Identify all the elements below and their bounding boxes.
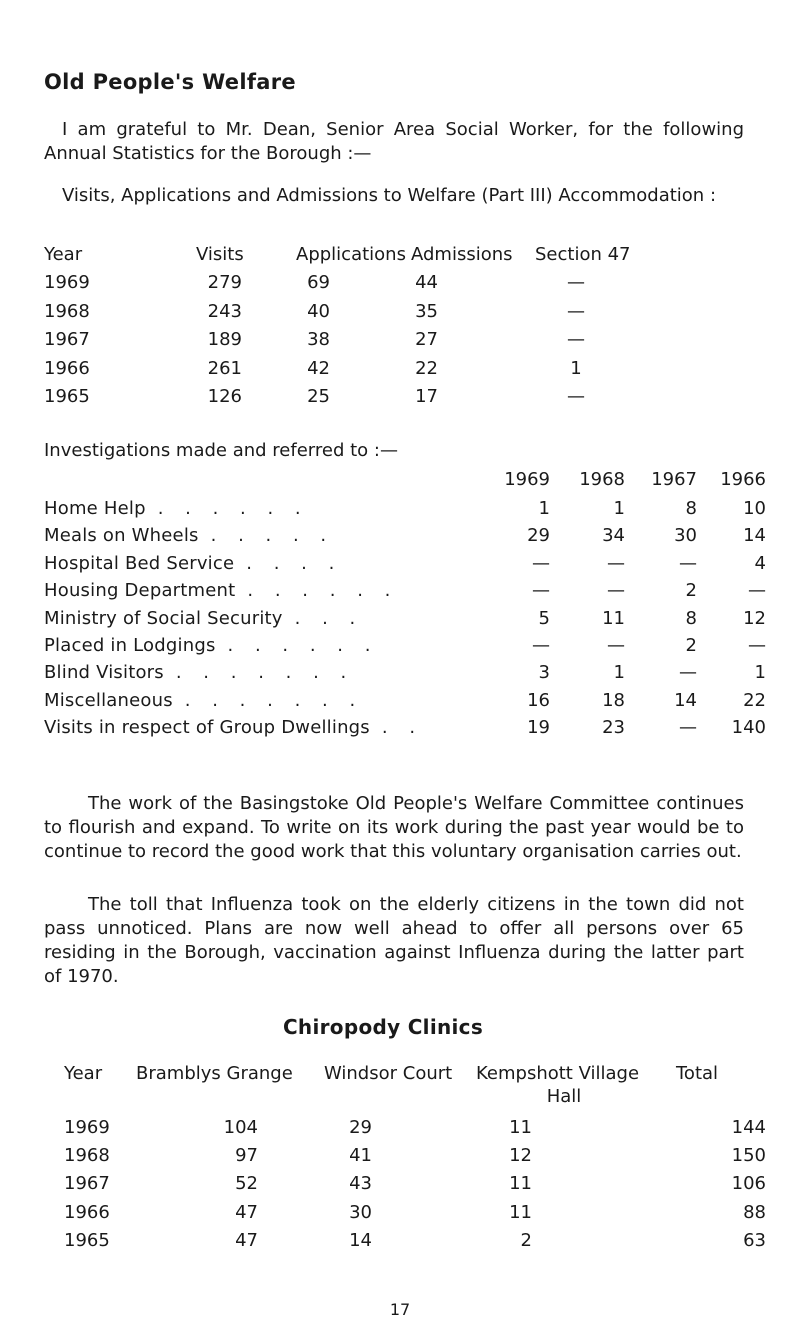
chiropody-value-cell: 97 (235, 1145, 258, 1167)
investigations-value-cell: 8 (685, 498, 697, 519)
investigations-value-cell: — (532, 580, 550, 602)
visits-value-cell: 69 (307, 272, 330, 293)
chiropody-col-header-sub: Hall (546, 1086, 582, 1107)
investigations-label-text: Ministry of Social Security (44, 607, 283, 629)
leader-dots: . . . . . . . (184, 689, 364, 711)
visits-value-cell: 17 (415, 386, 438, 407)
visits-section47-cell: — (567, 329, 585, 350)
investigations-value-cell: 8 (685, 607, 697, 629)
investigations-value-cell: 16 (527, 689, 550, 711)
chiropody-value-cell: 29 (349, 1117, 372, 1138)
leader-dots: . . . . . . (157, 498, 309, 519)
investigations-value-cell: — (532, 635, 550, 656)
chiropody-value-cell: 11 (509, 1117, 532, 1138)
investigations-label-text: Hospital Bed Service (44, 552, 235, 574)
investigations-year-header: 1967 (651, 469, 697, 490)
investigations-value-cell: — (748, 580, 766, 602)
investigations-value-cell: 10 (743, 498, 766, 519)
investigations-value-cell: 1 (754, 662, 766, 684)
investigations-value-cell: 19 (527, 717, 550, 739)
visits-value-cell: 40 (307, 300, 330, 322)
investigations-value-cell: — (607, 552, 625, 574)
chiropody-value-cell: 11 (509, 1173, 532, 1195)
chiropody-value-cell: 2 (520, 1229, 532, 1251)
investigations-value-cell: — (532, 552, 550, 574)
visits-value-cell: 189 (207, 329, 242, 350)
chiropody-year-cell: 1969 (64, 1117, 110, 1138)
leader-dots: . . . . . . (247, 580, 399, 602)
visits-section47-cell: — (567, 300, 585, 322)
chiropody-year-cell: 1967 (64, 1173, 110, 1195)
visits-year-cell: 1969 (44, 272, 90, 293)
chiropody-value-cell: 30 (349, 1201, 372, 1223)
chiropody-col-header: Windsor Court (324, 1063, 453, 1084)
visits-value-cell: 261 (207, 357, 242, 379)
investigations-value-cell: — (748, 635, 766, 656)
chiropody-title: Chiropody Clinics (282, 1015, 484, 1039)
investigations-label-text: Meals on Wheels (44, 525, 199, 547)
visits-year-cell: 1967 (44, 329, 90, 350)
visits-value-cell: 243 (207, 300, 242, 322)
chiropody-value-cell: 150 (731, 1145, 766, 1167)
visits-heading: Visits, Applications and Admissions to Welfare (Part III) Accommodation : (62, 185, 717, 206)
investigations-year-header: 1969 (504, 469, 550, 490)
visits-value-cell: 22 (415, 357, 438, 379)
investigations-value-cell: — (607, 580, 625, 602)
investigations-value-cell: 1 (538, 498, 550, 519)
investigations-year-header: 1966 (720, 469, 766, 490)
investigations-heading: Investigations made and referred to :— (44, 440, 398, 461)
visits-value-cell: 126 (207, 386, 242, 407)
leader-dots: . . . . . . . (175, 662, 355, 684)
chiropody-year-cell: 1965 (64, 1229, 110, 1251)
investigations-label-text: Placed in Lodgings (44, 635, 216, 656)
chiropody-value-cell: 47 (235, 1229, 258, 1251)
investigations-value-cell: 12 (743, 607, 766, 629)
investigations-value-cell: 14 (743, 525, 766, 547)
chiropody-value-cell: 14 (349, 1229, 372, 1251)
visits-col-header: Admissions (411, 244, 513, 265)
leader-dots: . . . . . . (227, 635, 379, 656)
chiropody-value-cell: 43 (349, 1173, 372, 1195)
investigations-value-cell: 11 (602, 607, 625, 629)
chiropody-col-header: Kempshott Village (476, 1063, 640, 1084)
investigations-label (44, 608, 363, 629)
influenza-paragraph: The toll that Influenza took on the elderly citizens in the town did not pass unnoticed. Plans are now well ahead to offer all persons over 65 residing in the Borough, vaccination against Influenza during the latter part of 1970. (44, 894, 744, 987)
investigations-label (44, 553, 342, 574)
investigations-value-cell: 3 (538, 662, 550, 684)
visits-year-cell: 1965 (44, 386, 90, 407)
investigations-label-text: Housing Department (44, 580, 236, 602)
investigations-label (44, 717, 423, 738)
investigations-label (44, 635, 378, 656)
visits-section47-cell: — (567, 272, 585, 293)
visits-value-cell: 44 (415, 272, 438, 293)
visits-value-cell: 25 (307, 386, 330, 407)
investigations-value-cell: — (679, 552, 697, 574)
chiropody-value-cell: 11 (509, 1201, 532, 1223)
visits-year-cell: 1966 (44, 357, 90, 379)
investigations-value-cell: 14 (674, 689, 697, 711)
investigations-value-cell: 29 (527, 525, 550, 547)
investigations-value-cell: 2 (685, 580, 697, 602)
chiropody-value-cell: 12 (509, 1145, 532, 1167)
investigations-label (44, 662, 354, 683)
investigations-value-cell: 140 (731, 717, 766, 739)
investigations-label-text: Home Help (44, 498, 146, 519)
visits-section47-cell: — (567, 386, 585, 407)
chiropody-value-cell: 88 (743, 1201, 766, 1223)
investigations-label-text: Blind Visitors (44, 662, 164, 684)
investigations-value-cell: — (679, 662, 697, 684)
visits-value-cell: 42 (307, 357, 330, 379)
chiropody-value-cell: 47 (235, 1201, 258, 1223)
intro-paragraph: I am grateful to Mr. Dean, Senior Area Social Worker, for the following Annual Statistics for the Borough :— (44, 119, 744, 164)
investigations-value-cell: 1 (613, 498, 625, 519)
chiropody-value-cell: 63 (743, 1229, 766, 1251)
visits-value-cell: 38 (307, 329, 330, 350)
page-title: Old People's Welfare (44, 70, 296, 94)
investigations-label (44, 525, 334, 546)
visits-year-cell: 1968 (44, 300, 90, 322)
chiropody-col-header: Bramblys Grange (136, 1063, 293, 1084)
chiropody-year-cell: 1966 (64, 1201, 110, 1223)
visits-col-header: Visits (196, 244, 244, 265)
investigations-label-text: Visits in respect of Group Dwellings (44, 717, 370, 739)
chiropody-value-cell: 52 (235, 1173, 258, 1195)
investigations-value-cell: 34 (602, 525, 625, 547)
visits-col-header: Year (44, 244, 83, 265)
leader-dots: . . . . . (210, 525, 335, 547)
page-number: 17 (389, 1300, 411, 1319)
chiropody-value-cell: 144 (731, 1117, 766, 1138)
committee-paragraph: The work of the Basingstoke Old People's Welfare Committee continues to flourish and expand. To write on its work during the past year would be to continue to record the good work that this voluntary organisation carries out. (44, 793, 744, 862)
chiropody-value-cell: 104 (223, 1117, 258, 1138)
investigations-value-cell: 2 (685, 635, 697, 656)
visits-col-header: Applications (296, 244, 406, 265)
investigations-label (44, 498, 309, 519)
investigations-value-cell: 30 (674, 525, 697, 547)
investigations-value-cell: — (679, 717, 697, 739)
investigations-label (44, 580, 398, 601)
leader-dots: . . . . (246, 552, 343, 574)
investigations-value-cell: — (607, 635, 625, 656)
visits-value-cell: 35 (415, 300, 438, 322)
visits-section47-cell: 1 (570, 357, 582, 379)
visits-value-cell: 27 (415, 329, 438, 350)
leader-dots: . . . (294, 607, 364, 629)
investigations-value-cell: 22 (743, 689, 766, 711)
visits-value-cell: 279 (207, 272, 242, 293)
chiropody-year-cell: 1968 (64, 1145, 110, 1167)
investigations-value-cell: 4 (754, 552, 766, 574)
investigations-value-cell: 1 (613, 662, 625, 684)
chiropody-value-cell: 41 (349, 1145, 372, 1167)
investigations-value-cell: 23 (602, 717, 625, 739)
investigations-value-cell: 18 (602, 689, 625, 711)
investigations-label (44, 690, 363, 711)
chiropody-col-header: Total (676, 1063, 719, 1084)
chiropody-value-cell: 106 (731, 1173, 766, 1195)
leader-dots: . . (381, 717, 424, 739)
visits-col-header: Section 47 (535, 244, 631, 265)
investigations-label-text: Miscellaneous (44, 689, 173, 711)
investigations-year-header: 1968 (579, 469, 625, 490)
investigations-value-cell: 5 (538, 607, 550, 629)
chiropody-col-header: Year (64, 1063, 103, 1084)
